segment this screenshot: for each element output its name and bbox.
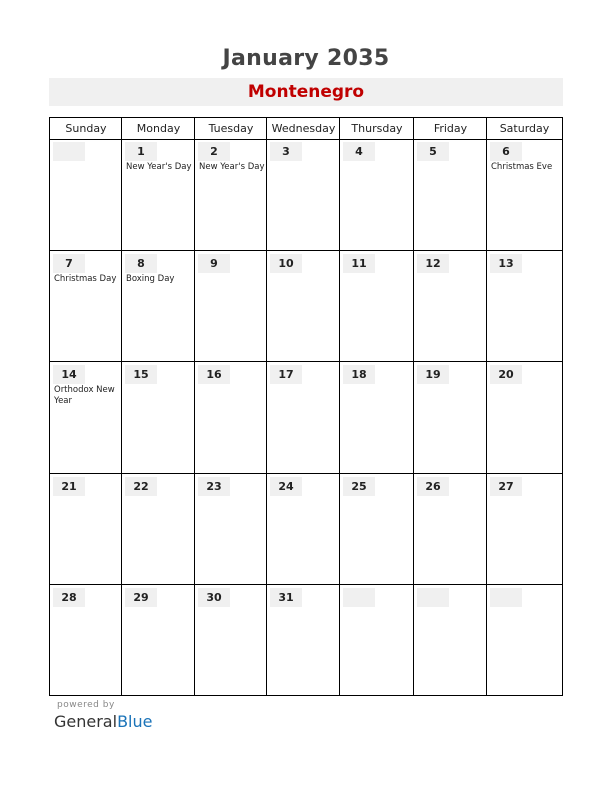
day-number: 21 [53,477,85,496]
day-number: 20 [490,365,522,384]
day-number: 9 [198,254,230,273]
day-number: 18 [343,365,375,384]
day-cell[interactable] [414,139,487,250]
day-cell[interactable] [195,361,267,472]
day-number: 14 [53,365,85,384]
day-number [490,588,522,607]
day-cell[interactable] [122,139,195,250]
day-cell[interactable] [267,250,340,361]
day-number: 28 [53,588,85,607]
generalblue-logo[interactable] [54,712,152,731]
holiday-label: New Year's Day [126,162,192,172]
holiday-label: Christmas Day [54,274,117,285]
country-banner [49,78,563,106]
day-cell[interactable] [50,584,122,695]
day-cell[interactable] [414,361,487,472]
day-number: 6 [490,142,522,161]
holiday-label: Christmas Eve [491,162,553,172]
column-divider [339,118,340,695]
weekday-header-saturday: Saturday [499,122,550,135]
column-divider [486,118,487,695]
country-name: Montenegro [247,82,365,102]
day-cell[interactable] [340,139,414,250]
day-number: 4 [343,142,375,161]
day-number: 24 [270,477,302,496]
weekday-header-friday: Friday [433,122,468,135]
day-cell[interactable] [487,473,562,584]
day-cell[interactable] [50,473,122,584]
weekday-header-wednesday: Wednesday [271,122,336,135]
day-cell[interactable] [340,584,414,695]
day-number: 2 [198,142,230,161]
day-number: 29 [125,588,157,607]
holiday-label: Boxing Day [126,274,175,285]
weekday-header-thursday: Thursday [351,122,403,135]
day-cell[interactable] [122,473,195,584]
day-cell[interactable] [195,584,267,695]
day-number: 30 [198,588,230,607]
day-number: 22 [125,477,157,496]
day-cell[interactable] [414,584,487,695]
day-cell[interactable] [487,584,562,695]
day-number: 10 [270,254,302,273]
day-cell[interactable] [122,584,195,695]
column-divider [121,118,122,695]
brand-general: General [54,712,118,731]
column-divider [194,118,195,695]
day-number [417,588,449,607]
day-cell[interactable] [122,250,195,361]
day-cell[interactable] [50,361,122,472]
day-cell[interactable] [340,361,414,472]
day-number [53,142,85,161]
day-number: 11 [343,254,375,273]
day-cell[interactable] [487,250,562,361]
day-number: 5 [417,142,449,161]
day-number: 23 [198,477,230,496]
day-number: 16 [198,365,230,384]
day-cell[interactable] [487,361,562,472]
day-number [343,588,375,607]
day-number: 17 [270,365,302,384]
day-number: 25 [343,477,375,496]
day-cell[interactable] [195,139,267,250]
weekday-header-monday: Monday [136,122,181,135]
day-number: 1 [125,142,157,161]
day-cell[interactable] [122,361,195,472]
day-number: 7 [53,254,85,273]
brand-blue: Blue [117,712,153,731]
day-cell[interactable] [340,473,414,584]
weekday-header-tuesday: Tuesday [208,122,254,135]
day-number: 27 [490,477,522,496]
day-cell[interactable] [267,473,340,584]
day-number: 26 [417,477,449,496]
day-cell[interactable] [50,139,122,250]
day-cell[interactable] [267,584,340,695]
day-number: 13 [490,254,522,273]
day-cell[interactable] [487,139,562,250]
day-cell[interactable] [195,250,267,361]
page-title: January 2035 [222,46,390,71]
day-cell[interactable] [414,473,487,584]
day-number: 31 [270,588,302,607]
column-divider [266,118,267,695]
powered-by-label: powered by [57,700,115,710]
weekday-header-sunday: Sunday [65,122,107,135]
day-cell[interactable] [195,473,267,584]
day-number: 12 [417,254,449,273]
holiday-label: Orthodox New Year [54,385,115,407]
day-number: 19 [417,365,449,384]
day-cell[interactable] [340,250,414,361]
day-cell[interactable] [414,250,487,361]
calendar-grid [49,117,563,696]
day-number: 3 [270,142,302,161]
day-number: 8 [125,254,157,273]
holiday-label: New Year's Day [199,162,265,172]
day-cell[interactable] [267,139,340,250]
day-cell[interactable] [267,361,340,472]
day-cell[interactable] [50,250,122,361]
day-number: 15 [125,365,157,384]
column-divider [413,118,414,695]
